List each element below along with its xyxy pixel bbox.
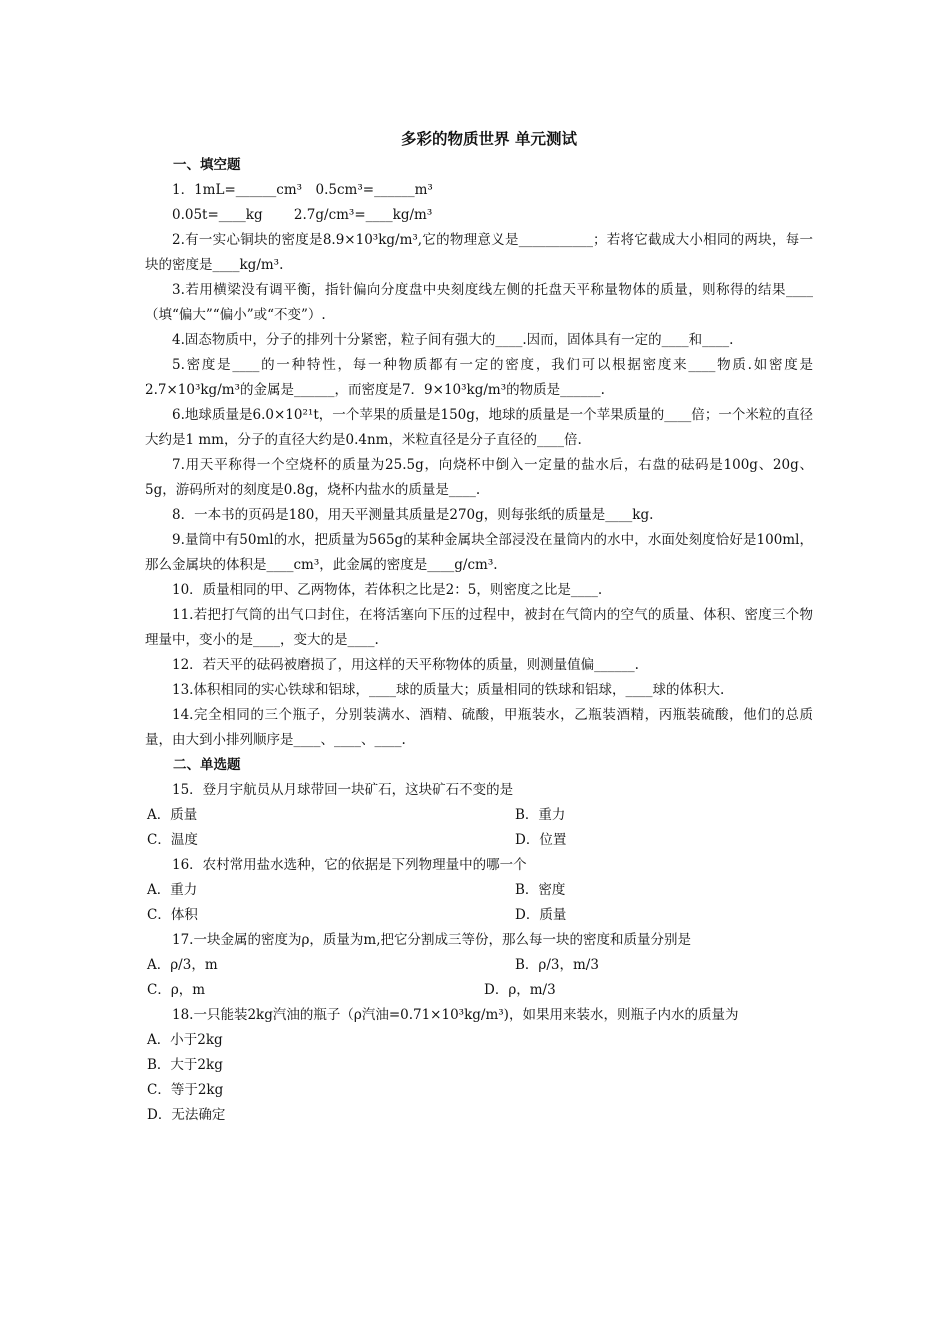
question-1b: 0.05t=____kg 2.7g/cm³=____kg/m³ [172,207,433,223]
question-9: 9.量筒中有50ml的水，把质量为565g的某种金属块全部浸没在量筒内的水中，水面处刻度恰好是100ml，那么金属块的体积是____cm³，此金属的密度是____g/cm³. [145,532,813,573]
section-single-choice: 二、单选题 [173,757,241,773]
question-15: 15．登月宇航员从月球带回一块矿石，这块矿石不变的是 [172,782,514,798]
question-10: 10．质量相同的甲、乙两物体，若体积之比是2：5，则密度之比是____. [172,582,603,598]
options-row [145,978,813,1003]
question-8: 8．一本书的页码是180，用天平测量其质量是270g，则每张纸的质量是____kg. [172,507,654,523]
option-b: B．密度 [515,882,566,898]
options-row [145,828,813,853]
option-a: A．小于2kg [147,1032,223,1048]
question-13: 13.体积相同的实心铁球和铝球，____球的质量大；质量相同的铁球和铝球，____球的体积大. [172,682,725,698]
options-row [145,803,813,828]
question-12: 12．若天平的砝码被磨损了，用这样的天平称物体的质量，则测量值偏______. [172,657,639,673]
option-c: C．ρ，m [147,982,206,998]
options-row [145,903,813,928]
option-d: D．ρ，m/3 [484,982,556,998]
question-16: 16．农村常用盐水选种，它的依据是下列物理量中的哪一个 [172,857,527,873]
option-b: B．ρ/3，m/3 [515,957,599,973]
question-11: 11.若把打气筒的出气口封住，在将活塞向下压的过程中，被封在气筒内的空气的质量、体积、密度三个物理量中，变小的是____，变大的是____. [145,607,813,648]
question-2: 2.有一实心铜块的密度是8.9×10³kg/m³,它的物理意义是___________；若将它截成大小相同的两块，每一块的密度是____kg/m³. [145,232,813,273]
option-d: D．质量 [515,907,567,923]
option-d: D．位置 [515,832,567,848]
option-a: A．ρ/3，m [147,957,218,973]
option-a: A．重力 [147,882,198,898]
question-4: 4.固态物质中，分子的排列十分紧密，粒子间有强大的____.因而，固体具有一定的____和____. [172,332,734,348]
option-b: B．大于2kg [147,1057,223,1073]
option-d: D．无法确定 [147,1107,226,1123]
question-6: 6.地球质量是6.0×10²¹t，一个苹果的质量是150g，地球的质量是一个苹果质量的____倍；一个米粒的直径大约是1 mm，分子的直径大约是0.4nm，米粒直径是分子直径的____倍. [145,407,813,448]
question-1a: 1．1mL=______cm³ 0.5cm³=______m³ [172,182,433,198]
option-c: C．体积 [147,907,198,923]
question-14: 14.完全相同的三个瓶子，分别装满水、酒精、硫酸，甲瓶装水，乙瓶装酒精，丙瓶装硫酸，他们的总质量，由大到小排列顺序是____、____、____. [145,707,813,748]
option-b: B．重力 [515,807,566,823]
question-7: 7.用天平称得一个空烧杯的质量为25.5g，向烧杯中倒入一定量的盐水后，右盘的砝码是100g、20g、5g，游码所对的刻度是0.8g，烧杯内盐水的质量是____. [145,457,813,498]
page-title: 多彩的物质世界 单元测试 [401,129,577,148]
question-17: 17.一块金属的密度为ρ，质量为m,把它分割成三等份，那么每一块的密度和质量分别是 [172,932,691,948]
question-3: 3.若用横梁没有调平衡，指针偏向分度盘中央刻度线左侧的托盘天平称量物体的质量，则称得的结果____（填“偏大”“偏小”或“不变”）. [145,282,813,323]
option-c: C．等于2kg [147,1082,224,1098]
option-c: C．温度 [147,832,198,848]
question-5: 5.密度是____的一种特性，每一种物质都有一定的密度，我们可以根据密度来____物质.如密度是2.7×10³kg/m³的金属是______，而密度是7．9×10³kg/m³的物质是______. [145,357,813,398]
worksheet [145,125,813,1128]
question-18: 18.一只能装2kg汽油的瓶子（ρ汽油=0.71×10³kg/m³)，如果用来装水，则瓶子内水的质量为 [172,1007,739,1023]
options-row [145,878,813,903]
section-fill-blank: 一、填空题 [173,157,241,173]
option-a: A．质量 [147,807,198,823]
options-row [145,953,813,978]
